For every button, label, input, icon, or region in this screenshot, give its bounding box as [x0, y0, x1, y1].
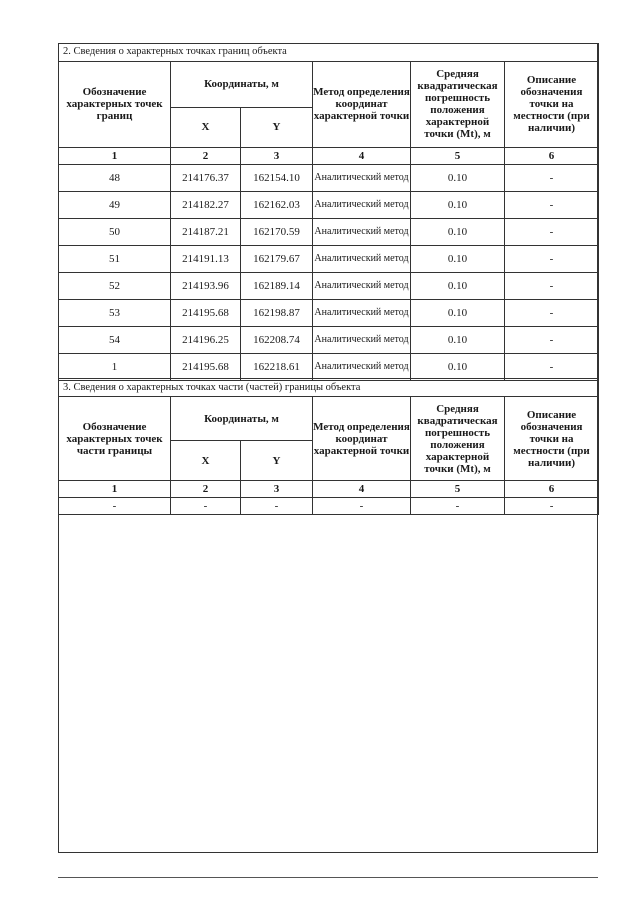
description-cell: -	[505, 245, 599, 272]
x-coordinate: 214187.21	[171, 218, 241, 245]
point-id: 52	[59, 272, 171, 299]
x-coordinate: 214195.68	[171, 353, 241, 380]
header-y: Y	[241, 107, 313, 147]
mt-cell: 0.10	[411, 164, 505, 191]
col-number: 4	[313, 481, 411, 498]
col-number: 6	[505, 147, 599, 164]
mt-cell: 0.10	[411, 245, 505, 272]
x-coordinate: 214193.96	[171, 272, 241, 299]
description-cell: -	[505, 353, 599, 380]
mt-cell: 0.10	[411, 353, 505, 380]
table-row	[59, 272, 599, 299]
y-coordinate: 162208.74	[241, 326, 313, 353]
section-3-title: 3. Сведения о характерных точках части (частей) границы объекта	[59, 379, 599, 397]
description-cell: -	[505, 191, 599, 218]
point-id: 49	[59, 191, 171, 218]
y-coordinate: 162162.03	[241, 191, 313, 218]
header-description: Описание обозначения точки на местности (при наличии)	[505, 61, 599, 147]
mt-cell: 0.10	[411, 326, 505, 353]
method-cell: Аналитический метод	[313, 326, 411, 353]
table-row	[59, 299, 599, 326]
col-number: 6	[505, 481, 599, 498]
header-method: Метод определения координат характерной точки	[313, 61, 411, 147]
description-cell: -	[505, 326, 599, 353]
method-cell: Аналитический метод	[313, 191, 411, 218]
point-id: 54	[59, 326, 171, 353]
method-cell: Аналитический метод	[313, 164, 411, 191]
partial-boundary-points-table	[58, 378, 599, 515]
x-coordinate: 214195.68	[171, 299, 241, 326]
y-coordinate: 162198.87	[241, 299, 313, 326]
point-id: 53	[59, 299, 171, 326]
method-cell: Аналитический метод	[313, 272, 411, 299]
y-coordinate: 162189.14	[241, 272, 313, 299]
table-row	[59, 353, 599, 380]
header-coordinates: Координаты, м	[171, 397, 313, 441]
boundary-points-table	[58, 43, 599, 381]
header-error: Средняя квадратическая погрешность положения характерной точки (Mt), м	[411, 61, 505, 147]
header-description: Описание обозначения точки на местности (при наличии)	[505, 397, 599, 481]
y-coordinate: 162154.10	[241, 164, 313, 191]
col-number: 1	[59, 481, 171, 498]
header-x: X	[171, 441, 241, 481]
col-number: 5	[411, 147, 505, 164]
col-number: 5	[411, 481, 505, 498]
col-number: 3	[241, 481, 313, 498]
x-coordinate: 214196.25	[171, 326, 241, 353]
description-cell: -	[505, 164, 599, 191]
footer-divider	[58, 877, 598, 878]
table-row	[59, 164, 599, 191]
section-2-title: 2. Сведения о характерных точках границ объекта	[59, 43, 599, 61]
col-number: 1	[59, 147, 171, 164]
table-row	[59, 245, 599, 272]
point-id: 1	[59, 353, 171, 380]
empty-cell: -	[313, 498, 411, 515]
header-y: Y	[241, 441, 313, 481]
empty-cell: -	[241, 498, 313, 515]
col-number: 4	[313, 147, 411, 164]
x-coordinate: 214191.13	[171, 245, 241, 272]
header-designation: Обозначение характерных точек части границы	[59, 397, 171, 481]
description-cell: -	[505, 272, 599, 299]
description-cell: -	[505, 218, 599, 245]
header-coordinates: Координаты, м	[171, 61, 313, 107]
table-row	[59, 191, 599, 218]
table-row	[59, 326, 599, 353]
empty-cell: -	[59, 498, 171, 515]
y-coordinate: 162218.61	[241, 353, 313, 380]
empty-cell: -	[171, 498, 241, 515]
point-id: 51	[59, 245, 171, 272]
mt-cell: 0.10	[411, 299, 505, 326]
description-cell: -	[505, 299, 599, 326]
table-row	[59, 218, 599, 245]
header-error: Средняя квадратическая погрешность положения характерной точки (Mt), м	[411, 397, 505, 481]
point-id: 50	[59, 218, 171, 245]
y-coordinate: 162170.59	[241, 218, 313, 245]
header-method: Метод определения координат характерной точки	[313, 397, 411, 481]
header-designation: Обозначение характерных точек границ	[59, 61, 171, 147]
table-row	[59, 498, 599, 515]
point-id: 48	[59, 164, 171, 191]
y-coordinate: 162179.67	[241, 245, 313, 272]
method-cell: Аналитический метод	[313, 218, 411, 245]
header-x: X	[171, 107, 241, 147]
col-number: 2	[171, 147, 241, 164]
col-number: 2	[171, 481, 241, 498]
mt-cell: 0.10	[411, 218, 505, 245]
mt-cell: 0.10	[411, 191, 505, 218]
mt-cell: 0.10	[411, 272, 505, 299]
method-cell: Аналитический метод	[313, 299, 411, 326]
empty-cell: -	[505, 498, 599, 515]
method-cell: Аналитический метод	[313, 353, 411, 380]
method-cell: Аналитический метод	[313, 245, 411, 272]
x-coordinate: 214176.37	[171, 164, 241, 191]
x-coordinate: 214182.27	[171, 191, 241, 218]
empty-cell: -	[411, 498, 505, 515]
col-number: 3	[241, 147, 313, 164]
